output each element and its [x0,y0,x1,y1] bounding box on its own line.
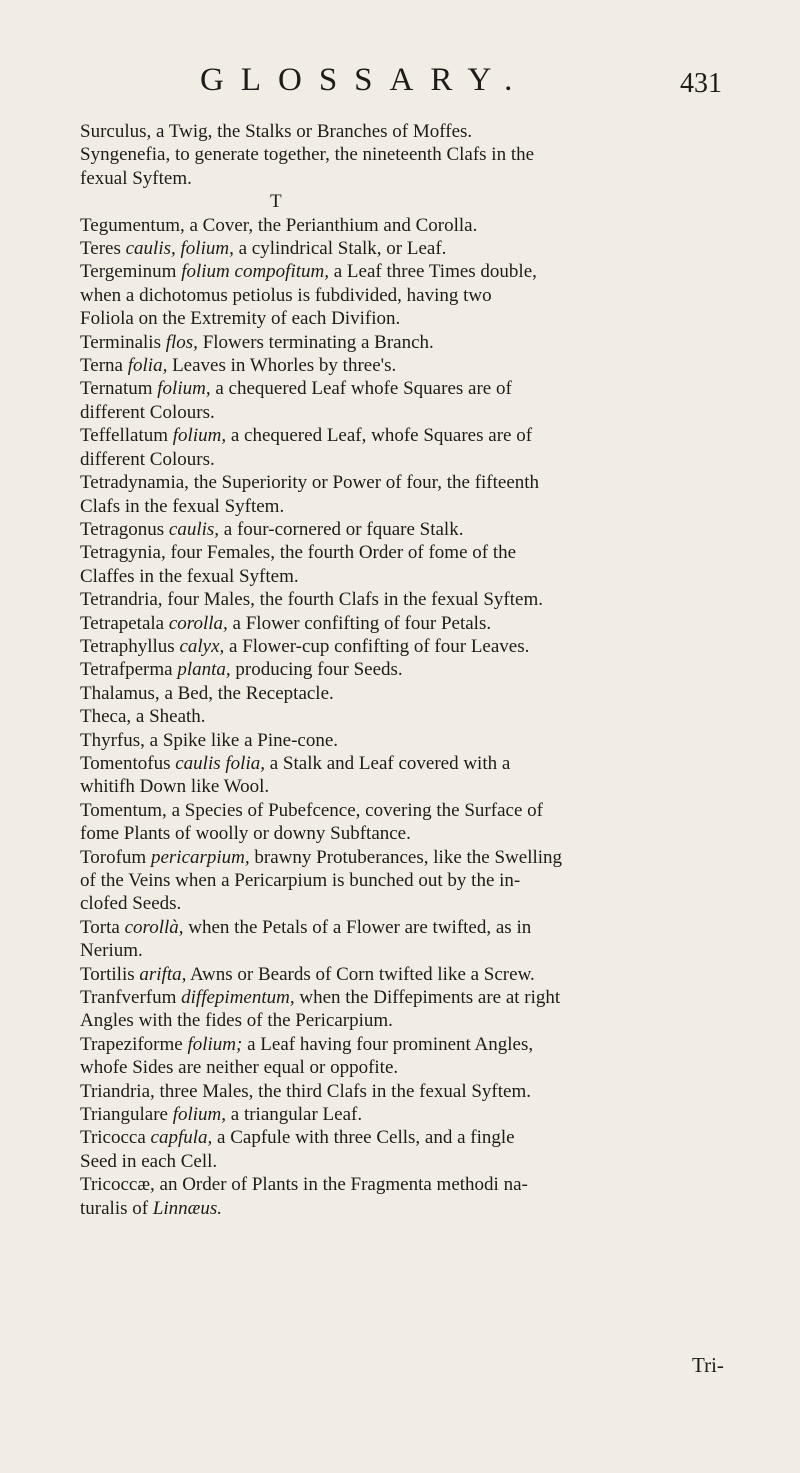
glossary-entry [80,752,800,799]
entry-latin-qualifier: caulis, folium, [120,238,234,260]
glossary-entries [80,120,800,1220]
entry-definition: Leaves in Whorles by three's. [167,355,397,377]
entry-definition-continued: turalis of [80,1197,153,1219]
entry-definition: the Superiority or Power of four, the fifteenth [188,472,540,494]
entry-definition: an Order of Plants in the Fragmenta methodi na- [154,1174,528,1196]
glossary-entry [80,846,800,916]
entry-term: Tortilis [80,963,135,985]
entry-term: Ternatum [80,378,153,400]
glossary-entry [80,635,800,658]
glossary-entry [80,120,800,143]
entry-definition: when the Diffepiments are at right [294,987,561,1009]
entry-definition-continued: when a dichotomus petiolus is fubdivided, having two [80,284,492,306]
entry-term: Tomentofus [80,752,171,774]
entry-term: Trapeziforme [80,1033,183,1055]
entry-definition: a Cover, the Perianthium and Corolla. [184,214,478,236]
glossary-entry [80,1033,800,1080]
glossary-entry [80,705,800,728]
entry-definition-continued: fexual Syftem. [80,167,192,189]
glossary-entry [80,916,800,963]
entry-latin-qualifier: diffepimentum, [176,987,295,1009]
glossary-entry [80,658,800,681]
section-letter: T [270,191,282,213]
entry-term: Tricocca [80,1127,146,1149]
entry-term: Surculus, [80,121,152,142]
entry-definition-continued: fome Plants of woolly or downy Subftance. [80,823,411,845]
entry-definition: a Flower confifting of four Petals. [227,612,492,634]
entry-definition-continued: Nerium. [80,940,143,962]
entry-definition-continued: different Colours. [80,448,215,470]
glossary-entry [80,799,800,846]
glossary-entry [80,682,800,705]
entry-definition: four Females, the fourth Order of fome of the [165,542,517,564]
glossary-entry [80,729,800,752]
glossary-entry [80,963,800,986]
entry-definition-continued: Foliola on the Extremity of each Divifion. [80,308,401,330]
entry-latin-qualifier: flos, [160,331,198,353]
entry-definition-continued: Angles with the fides of the Pericarpium. [80,1010,393,1032]
entry-definition: three Males, the third Clafs in the fexual Syftem. [154,1080,531,1102]
entry-definition-continued: of the Veins when a Pericarpium is bunched out by the in- [80,870,521,891]
entry-definition: a chequered Leaf, whofe Squares are of [226,425,533,447]
glossary-entry [80,588,800,611]
entry-latin-qualifier: folium, [168,425,227,447]
entry-definition-continued: clofed Seeds. [80,893,182,915]
glossary-entry [80,1080,800,1103]
glossary-entry [80,237,800,260]
entry-latin-qualifier: caulis, [164,518,220,540]
entry-latin-qualifier: folium compofitum, [176,261,329,283]
entry-term: Terna [80,355,123,377]
page-number: 431 [680,68,722,99]
entry-latin-qualifier: pericarpium, [146,846,250,868]
glossary-entry [80,471,800,518]
entry-latin-qualifier: folium, [152,378,211,400]
entry-term: Tegumentum, [80,214,185,236]
entry-definition: a Flower-cup confifting of four Leaves. [224,635,530,657]
entry-latin-author: Linnæus. [152,1197,222,1219]
entry-definition: a Spike like a Pine-cone. [144,729,339,751]
entry-term: Tetradynamia, [80,472,189,494]
glossary-entry [80,377,800,424]
entry-term: Tranfverfum [80,987,177,1009]
glossary-entry [80,354,800,377]
entry-definition: when the Petals of a Flower are twifted, as in [183,916,532,938]
entry-definition: a four-cornered or fquare Stalk. [219,518,464,540]
entry-term: Tetragonus [80,518,165,540]
glossary-entry [80,986,800,1033]
entry-definition: a Bed, the Receptacle. [159,682,334,704]
entry-definition: brawny Protuberances, like the Swelling [249,846,563,868]
glossary-entry [80,612,800,635]
glossary-entry [80,260,800,330]
entry-term: Tetrapetala [80,612,165,634]
entry-definition-continued: Clafs in the fexual Syftem. [80,495,285,517]
glossary-entry [80,1126,800,1173]
page-header [0,62,800,110]
entry-definition: a triangular Leaf. [226,1104,363,1126]
entry-latin-qualifier: capfula, [145,1127,213,1149]
entry-latin-qualifier: calyx, [174,635,225,657]
entry-term: Triangulare [80,1104,168,1126]
entry-term: Teres [80,238,121,260]
entry-term: Tricoccæ, [80,1174,155,1196]
entry-definition: a cylindrical Stalk, or Leaf. [233,238,447,260]
entry-definition: producing four Seeds. [230,659,403,681]
entry-term: Tomentum, [80,799,167,821]
glossary-entry [80,331,800,354]
entry-term: Tergeminum [80,261,177,283]
entry-definition: a Twig, the Stalks or Branches of Moffes. [151,121,473,142]
entry-term: Torta [80,916,120,938]
entry-definition: a Species of Pubefcence, covering the Surface of [166,799,543,821]
entry-definition: to generate together, the nineteenth Clafs in the [170,144,535,166]
entry-term: Terminalis [80,331,161,353]
entry-definition: Flowers terminating a Branch. [197,331,434,353]
entry-definition: a Leaf having four prominent Angles, [242,1033,534,1055]
entry-definition: a Leaf three Times double, [329,261,537,283]
entry-term: Torofum [80,846,147,868]
entry-latin-qualifier: folium; [182,1033,243,1055]
glossary-entry [80,1173,800,1220]
entry-term: Teffellatum [80,425,169,447]
entry-term: Tetrandria, [80,589,163,611]
entry-definition-continued: Claffes in the fexual Syftem. [80,565,299,587]
entry-term: Tetragynia, [80,542,166,564]
entry-definition: a Sheath. [131,706,206,728]
running-title: GLOSSARY. [200,62,530,98]
glossary-entry [80,214,800,237]
entry-term: Tetrafperma [80,659,173,681]
section-t-entries [80,214,800,1220]
entry-latin-qualifier: folium, [167,1104,227,1126]
glossary-entry [80,518,800,541]
entry-definition: a Capfule with three Cells, and a fingle [212,1127,515,1149]
entry-definition: four Males, the fourth Clafs in the fexual Syftem. [162,589,543,611]
entry-term: Thalamus, [80,682,160,704]
entry-definition-continued: Seed in each Cell. [80,1150,218,1172]
glossary-entry [80,1103,800,1126]
entry-latin-qualifier: planta, [172,659,231,681]
entry-definition: a chequered Leaf whofe Squares are of [210,378,512,400]
entry-term: Syngenefia, [80,144,171,166]
glossary-entry [80,143,800,190]
glossary-entry [80,424,800,471]
entry-latin-qualifier: caulis folia, [170,752,265,774]
entry-term: Theca, [80,706,132,728]
entry-latin-qualifier: corollà, [119,916,184,938]
entry-definition: a Stalk and Leaf covered with a [264,752,511,774]
entry-term: Thyrfus, [80,729,145,751]
glossary-entry [80,541,800,588]
entry-term: Triandria, [80,1080,155,1102]
entry-latin-qualifier: corolla, [164,612,228,634]
entry-latin-qualifier: folia, [122,355,168,377]
entry-term: Tetraphyllus [80,635,175,657]
entry-definition-continued: whofe Sides are neither equal or oppofite. [80,1057,399,1079]
catchword: Tri- [692,1353,724,1377]
entry-definition-continued: different Colours. [80,401,215,423]
entry-latin-qualifier: arifta, [134,963,187,985]
entry-definition-continued: whitifh Down like Wool. [80,776,270,798]
entry-definition: Awns or Beards of Corn twifted like a Screw. [186,963,535,985]
